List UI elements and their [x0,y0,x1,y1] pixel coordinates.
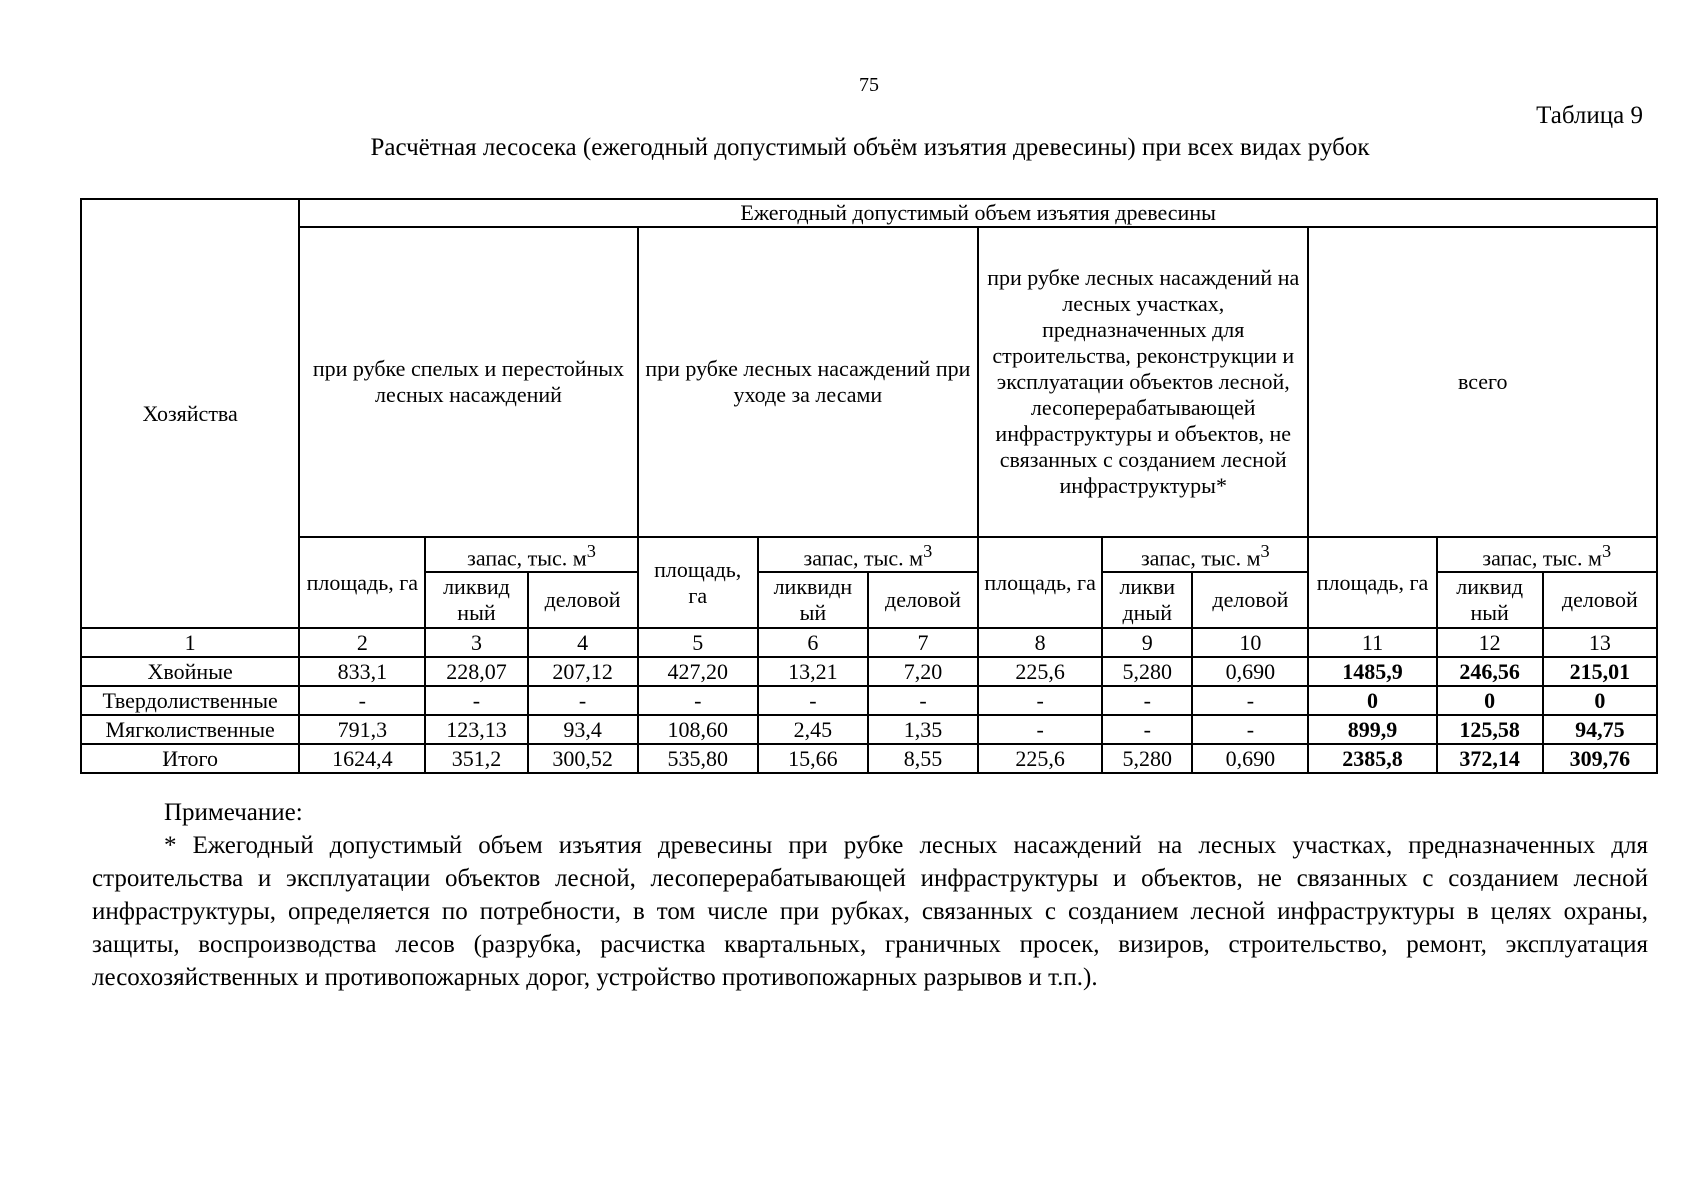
group-header-thinning: при рубке лесных насаждений при уходе за лесами [638,227,978,537]
column-number: 11 [1308,628,1436,657]
note-heading: Примечание: [164,799,303,826]
table-cell: 833,1 [299,657,425,686]
table-row [81,715,1657,744]
column-number: 12 [1437,628,1543,657]
group-header-infrastructure: при рубке лесных насаждений на лесных участках, предназначенных для строительства, реконструкции и эксплуатации объектов лесной, лесоперерабатывающей инфраструктуры и объектов, не связанных с созданием лесной инфраструктуры* [978,227,1308,537]
business-header: деловой [1192,572,1308,628]
table-cell: 372,14 [1437,744,1543,773]
stock-header: запас, тыс. $м^3$ [1102,537,1308,572]
table-cell: - [638,686,758,715]
area-header: площадь, га [1308,537,1436,628]
table-cell: 123,13 [425,715,527,744]
table-cell: - [1192,686,1308,715]
table-cell: 1624,4 [299,744,425,773]
harvest-table [80,198,1658,774]
column-number: 3 [425,628,527,657]
table-cell: - [425,686,527,715]
column-number-row [81,628,1657,657]
liquid-header: ликвид ный [1437,572,1543,628]
table-cell: 15,66 [758,744,868,773]
group-header-total: всего [1308,227,1657,537]
table-cell: 246,56 [1437,657,1543,686]
table-cell: 5,280 [1102,744,1192,773]
table-cell: 351,2 [425,744,527,773]
table-cell: 0 [1437,686,1543,715]
area-header: площадь, га [978,537,1102,628]
table-cell: - [758,686,868,715]
stock-header: запас, тыс. $м^3$ [758,537,978,572]
page-number: 75 [859,74,879,96]
stock-header: запас, тыс. $м^3$ [425,537,637,572]
table-row-total [81,744,1657,773]
table-cell: 427,20 [638,657,758,686]
table-cell: 1,35 [868,715,978,744]
table-cell: 899,9 [1308,715,1436,744]
business-header: деловой [868,572,978,628]
liquid-header: ликвидн ый [758,572,868,628]
table-cell: 93,4 [528,715,638,744]
top-header: Ежегодный допустимый объем изъятия древесины [299,199,1657,227]
table-cell: 0 [1543,686,1657,715]
column-number: 6 [758,628,868,657]
table-cell: 94,75 [1543,715,1657,744]
table-cell: - [868,686,978,715]
stock-header: запас, тыс. $м^3$ [1437,537,1657,572]
table-cell: 108,60 [638,715,758,744]
table-cell: - [1102,686,1192,715]
table-cell: 207,12 [528,657,638,686]
table-title: Расчётная лесосека (ежегодный допустимый объём изъятия древесины) при всех видах рубок [370,134,1370,161]
footnote [92,796,1648,994]
liquid-header: ликви дный [1102,572,1192,628]
row-name: Мягколиственные [81,715,299,744]
table-cell: 0,690 [1192,657,1308,686]
table-cell: - [1192,715,1308,744]
column-number: 4 [528,628,638,657]
table-cell: 7,20 [868,657,978,686]
business-header: деловой [528,572,638,628]
liquid-header: ликвид ный [425,572,527,628]
table-row [81,686,1657,715]
table-label: Таблица 9 [1536,102,1643,129]
table-cell: 0,690 [1192,744,1308,773]
table-cell: 2385,8 [1308,744,1436,773]
table-cell: - [1102,715,1192,744]
table-cell: 0 [1308,686,1436,715]
table-cell: 8,55 [868,744,978,773]
table-cell: 125,58 [1437,715,1543,744]
table-cell: 13,21 [758,657,868,686]
area-header: площадь, га [638,537,758,628]
table-cell: 225,6 [978,744,1102,773]
column-number: 5 [638,628,758,657]
table-cell: - [299,686,425,715]
table-cell: - [978,715,1102,744]
column-number: 8 [978,628,1102,657]
table-cell: 5,280 [1102,657,1192,686]
table-cell: 228,07 [425,657,527,686]
column-number: 9 [1102,628,1192,657]
table-cell: 309,76 [1543,744,1657,773]
row-name: Итого [81,744,299,773]
table-cell: 225,6 [978,657,1102,686]
table-cell: 300,52 [528,744,638,773]
table-row [81,657,1657,686]
column-number: 10 [1192,628,1308,657]
row-header: Хозяйства [81,199,299,628]
note-text: * Ежегодный допустимый объем изъятия древесины при рубке лесных насаждений на лесных участках, предназначенных для строительства и эксплуатации объектов лесной, лесоперерабатывающей инфраструктуры и объектов, не связанных с созданием лесной инфраструктуры, определяется по потребности, в том числе при рубках, связанных с созданием лесной инфраструктуры в целях охраны, защиты, воспроизводства лесов (разрубка, расчистка квартальных, граничных просек, визиров, строительство, ремонт, эксплуатация лесохозяйственных и противопожарных дорог, устройство противопожарных разрывов и т.п.). [92,832,1648,991]
area-header: площадь, га [299,537,425,628]
group-header-mature: при рубке спелых и перестойных лесных насаждений [299,227,637,537]
table-cell: 791,3 [299,715,425,744]
table-cell: - [978,686,1102,715]
business-header: деловой [1543,572,1657,628]
table-cell: 1485,9 [1308,657,1436,686]
column-number: 7 [868,628,978,657]
row-name: Хвойные [81,657,299,686]
table-cell: - [528,686,638,715]
table-cell: 215,01 [1543,657,1657,686]
column-number: 1 [81,628,299,657]
column-number: 13 [1543,628,1657,657]
column-number: 2 [299,628,425,657]
row-name: Твердолиственные [81,686,299,715]
table-cell: 535,80 [638,744,758,773]
table-cell: 2,45 [758,715,868,744]
